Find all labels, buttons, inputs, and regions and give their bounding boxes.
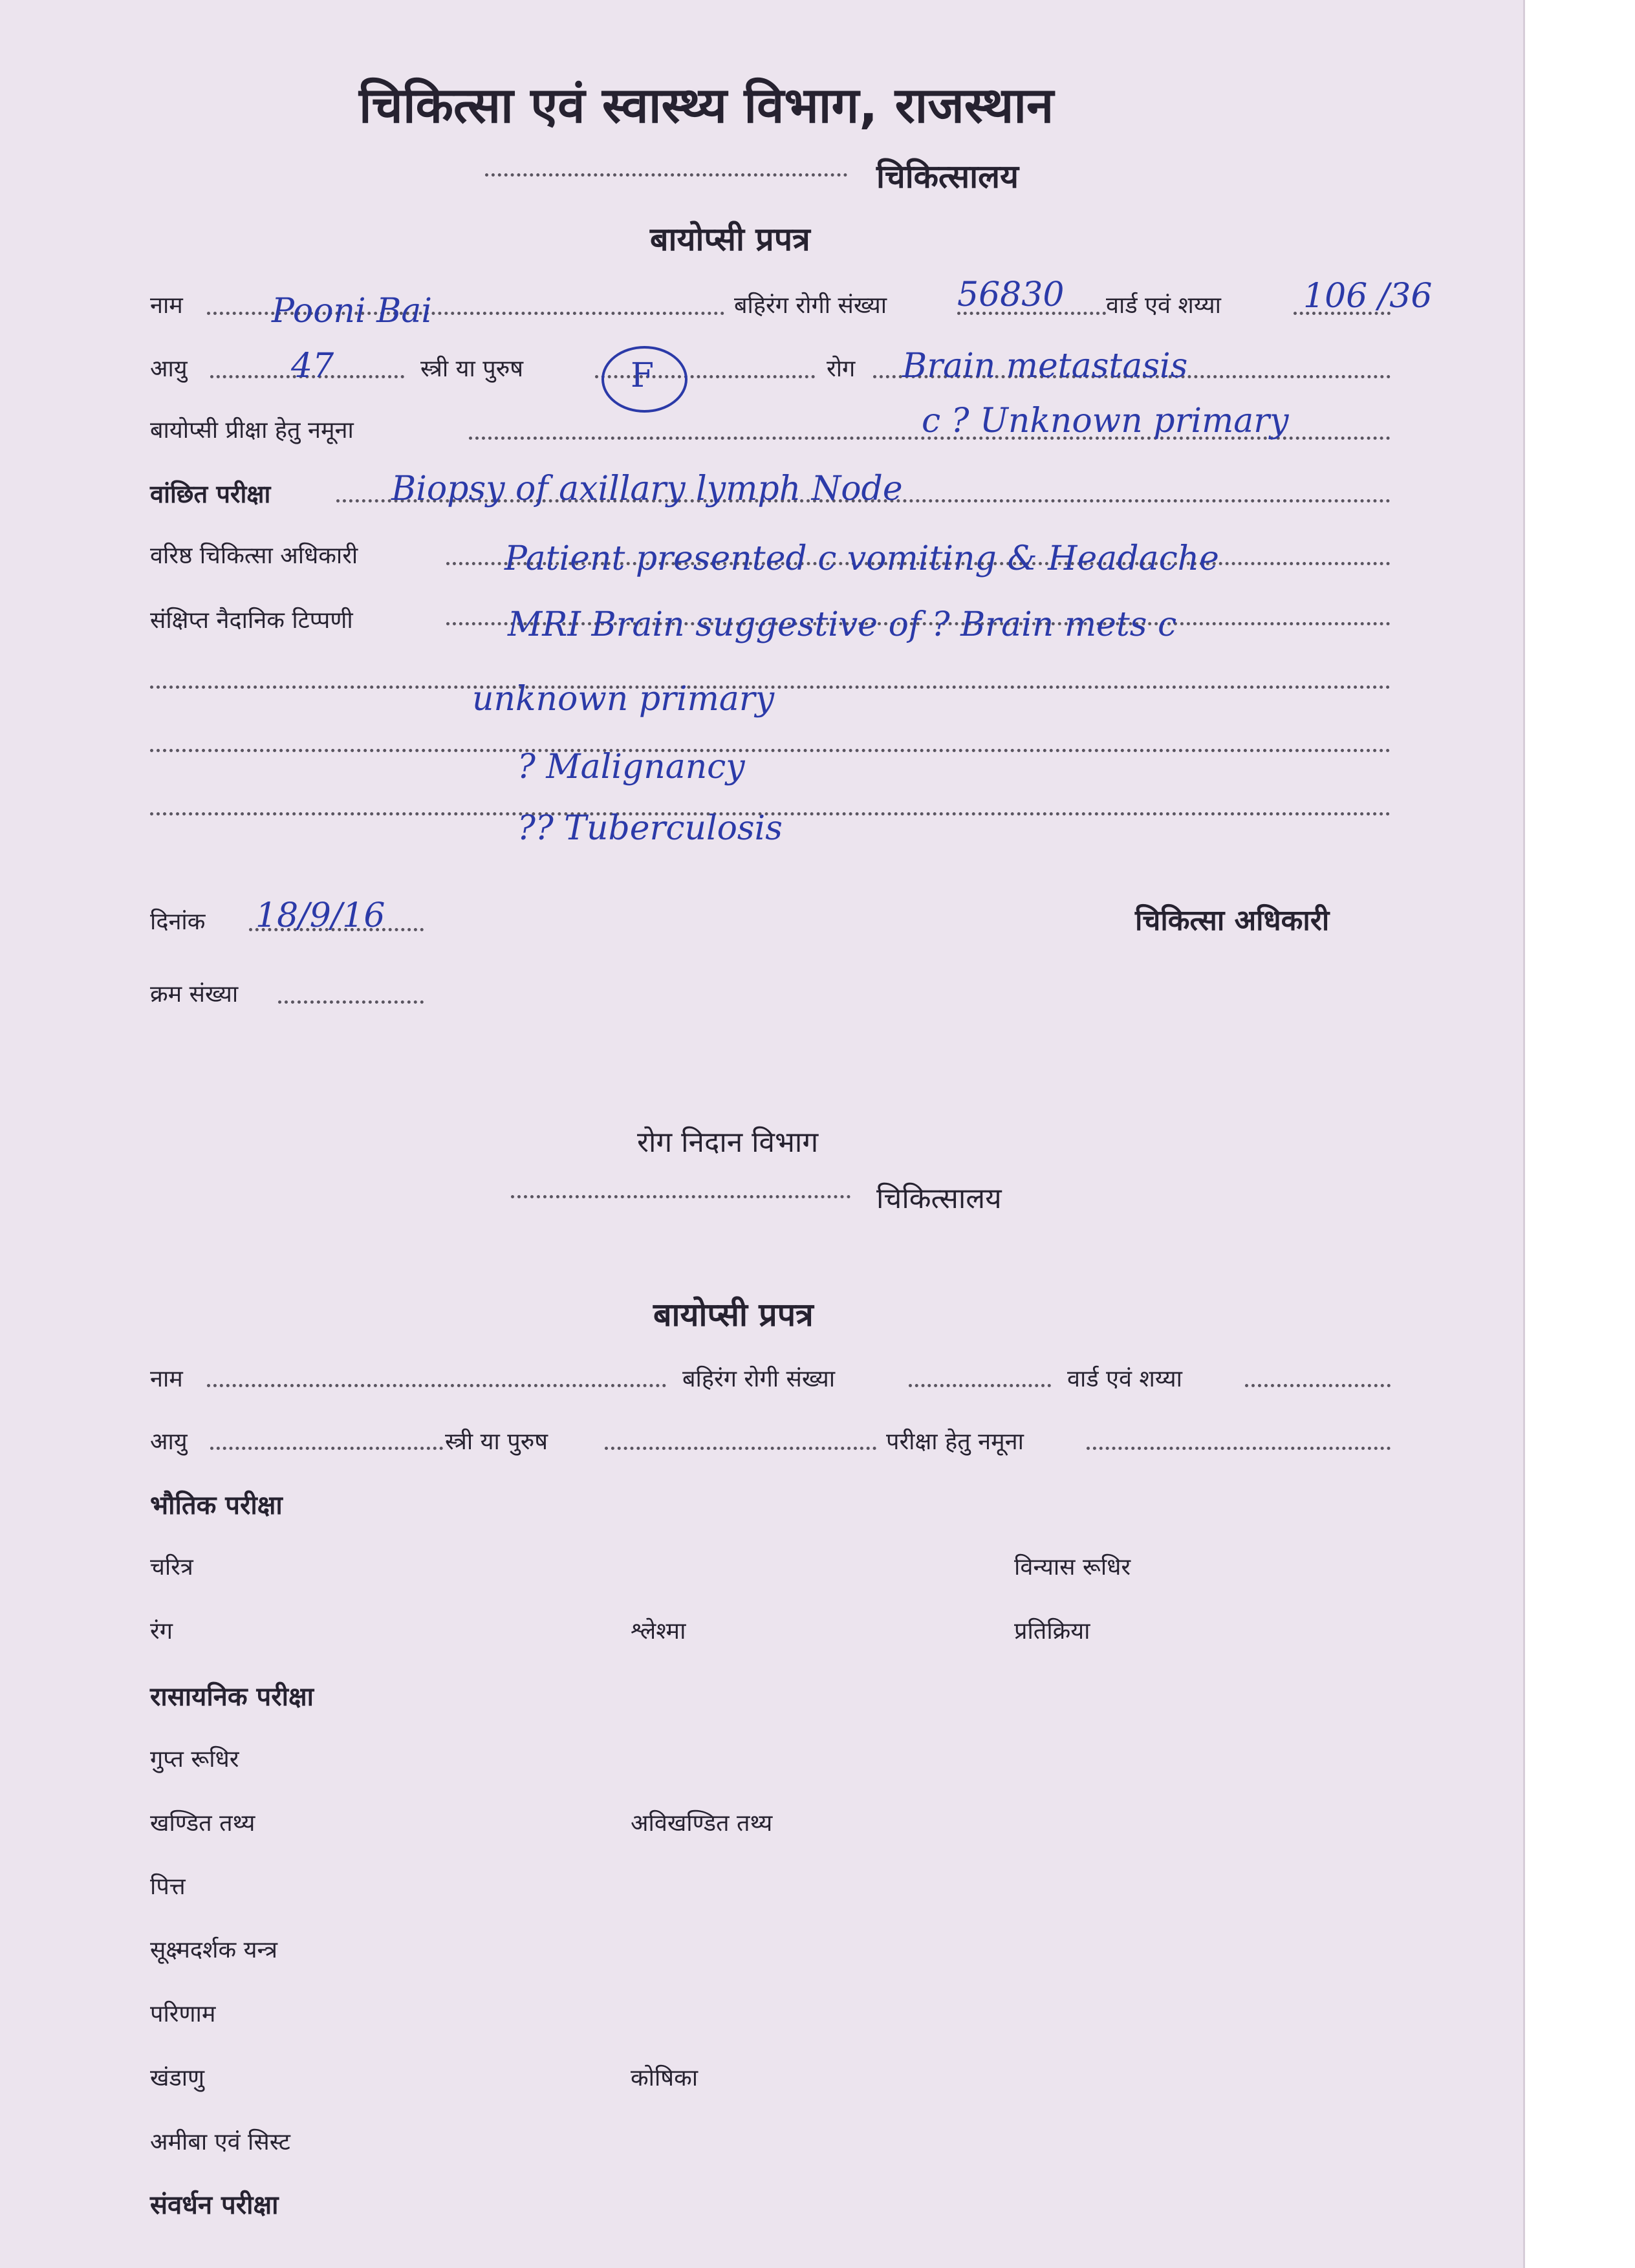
- section2-age-label: आयु: [150, 1429, 188, 1455]
- cell-label: कोषिका: [631, 2065, 698, 2091]
- physical-exam-heading: भौतिक परीक्षा: [150, 1491, 283, 1520]
- undigested-label: अविखण्डित तथ्य: [631, 1810, 773, 1837]
- microscope-label: सूक्ष्मदर्शक यन्त्र: [150, 1937, 278, 1963]
- date-label: दिनांक: [150, 909, 206, 935]
- serial-number-blank: [278, 1000, 424, 1004]
- hw-clinical-note-line-1: Patient presented c vomiting & Headache: [504, 539, 1219, 578]
- hw-clinical-note-line-3: unknown primary: [472, 680, 775, 718]
- section2-form-title: बायोप्सी प्रपत्र: [653, 1296, 814, 1334]
- department-title: चिकित्सा एवं स्वास्थ्य विभाग, राजस्थान: [359, 76, 1054, 134]
- opd-number-label: बहिरंग रोगी संख्या: [734, 292, 887, 319]
- section2-sample-label: परीक्षा हेतु नमूना: [886, 1429, 1024, 1455]
- section2-hospital-label: चिकित्सालय: [876, 1182, 1002, 1215]
- clinical-note-blank-3: [150, 749, 1391, 752]
- section2-name-blank: [207, 1384, 666, 1387]
- section2-opd-blank: [909, 1384, 1051, 1387]
- section2-age-blank: [210, 1447, 443, 1450]
- sex-label: स्त्री या पुरुष: [420, 356, 524, 382]
- section2-hospital-blank: [511, 1195, 850, 1198]
- colour-label: रंग: [150, 1618, 173, 1645]
- section2-ward-blank: [1245, 1384, 1391, 1387]
- hw-age: 47: [291, 347, 334, 385]
- hw-clinical-note-line-2: MRI Brain suggestive of ? Brain mets c: [508, 605, 1177, 644]
- hw-clinical-note-line-4: ? Malignancy: [517, 748, 745, 786]
- mucus-label: श्लेश्मा: [631, 1618, 686, 1645]
- diagnosis-department-title: रोग निदान विभाग: [637, 1126, 819, 1159]
- hw-clinical-note-line-5: ?? Tuberculosis: [517, 809, 783, 848]
- bile-label: पित्त: [150, 1874, 186, 1900]
- culture-exam-heading: संवर्धन परीक्षा: [150, 2190, 279, 2220]
- form-title: बायोप्सी प्रपत्र: [650, 221, 810, 258]
- section2-name-label: नाम: [150, 1366, 183, 1392]
- chemical-exam-heading: रासायनिक परीक्षा: [150, 1682, 314, 1712]
- occult-blood-label: गुप्त रूधिर: [150, 1746, 239, 1773]
- hw-opd-number: 56830: [957, 275, 1065, 314]
- biopsy-sample-label: बायोप्सी प्रीक्षा हेतु नमूना: [150, 417, 354, 444]
- hospital-name-blank: [485, 173, 847, 177]
- reaction-label: प्रतिक्रिया: [1014, 1618, 1090, 1645]
- blood-mix-label: विन्यास रूधिर: [1014, 1554, 1131, 1581]
- serial-number-label: क्रम संख्या: [150, 981, 239, 1008]
- desired-test-label: वांछित परीक्षा: [150, 480, 271, 508]
- hw-disease-line-2: c ? Unknown primary: [922, 402, 1289, 440]
- hw-date: 18/9/16: [255, 896, 385, 935]
- name-label: नाम: [150, 292, 183, 319]
- section2-sex-label: स्त्री या पुरुष: [445, 1429, 548, 1455]
- hw-desired-test: Biopsy of axillary lymph Node: [391, 470, 903, 508]
- medical-officer-label: चिकित्सा अधिकारी: [1135, 904, 1330, 937]
- character-label: चरित्र: [150, 1554, 193, 1581]
- hw-disease-line-1: Brain metastasis: [902, 347, 1188, 385]
- digested-label: खण्डित तथ्य: [150, 1810, 255, 1837]
- section2-sample-blank: [1087, 1447, 1391, 1450]
- hw-sex: F: [631, 356, 655, 395]
- result-label: परिणाम: [150, 2001, 216, 2027]
- clinical-note-label: संक्षिप्त नैदानिक टिप्पणी: [150, 607, 353, 634]
- age-label: आयु: [150, 356, 188, 382]
- senior-officer-label: वरिष्ठ चिकित्सा अधिकारी: [150, 543, 358, 569]
- section2-sex-blank: [605, 1447, 876, 1450]
- segment-label: खंडाणु: [150, 2065, 205, 2091]
- hospital-label: चिकित्सालय: [876, 158, 1019, 195]
- hw-ward-bed: 106 /36: [1303, 277, 1433, 316]
- ward-bed-label: वार्ड एवं शय्या: [1106, 292, 1221, 319]
- hw-patient-name: Pooni Bai: [272, 292, 432, 330]
- disease-label: रोग: [827, 356, 856, 382]
- section2-ward-label: वार्ड एवं शय्या: [1067, 1366, 1182, 1392]
- amoeba-cyst-label: अमीबा एवं सिस्ट: [150, 2129, 290, 2155]
- section2-opd-label: बहिरंग रोगी संख्या: [682, 1366, 836, 1392]
